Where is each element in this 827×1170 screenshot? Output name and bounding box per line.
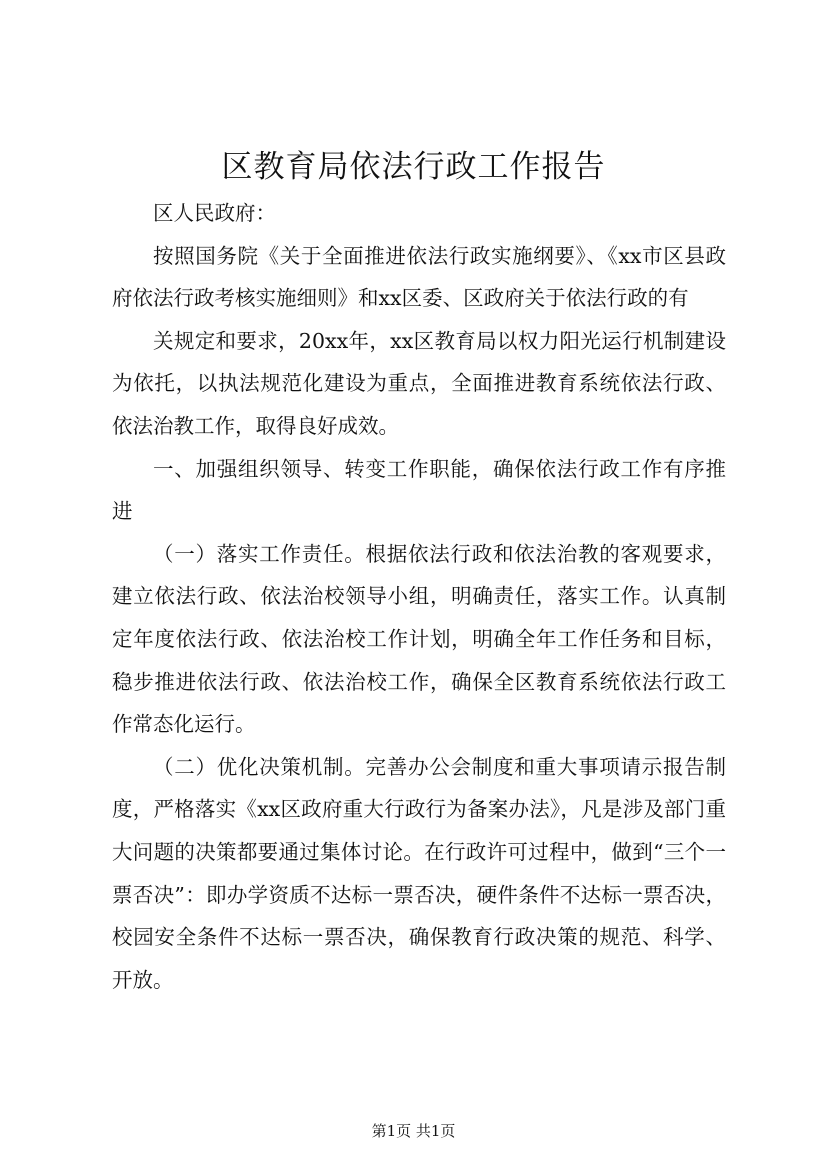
body-paragraph: 按照国务院《关于全面推进依法行政实施纲要》、《xx市区县政府依法行政考核实施细则》和xx区委、区政府关于依法行政的有	[112, 243, 726, 311]
section-heading: 一、加强组织领导、转变工作职能，确保依法行政工作有序推进	[112, 456, 726, 524]
salutation-paragraph: 区人民政府：	[153, 201, 276, 225]
page-footer: 第1页 共1页	[371, 1122, 456, 1140]
body-paragraph: 关规定和要求，20xx年，xx区教育局以权力阳光运行机制建设为依托，以执法规范化建设为重点，全面推进教育系统依法行政、依法治教工作，取得良好成效。	[112, 328, 726, 438]
document-title: 区教育局依法行政工作报告	[221, 149, 606, 185]
body-paragraph: （一）落实工作责任。根据依法行政和依法治教的客观要求，建立依法行政、依法治校领导小组，明确责任，落实工作。认真制定年度依法行政、依法治校工作计划，明确全年工作任务和目标，稳步推进依法行政、依法治校工作，确保全区教育系统依法行政工作常态化运行。	[112, 541, 726, 737]
document-body	[112, 192, 726, 1001]
body-paragraph: （二）优化决策机制。完善办公会制度和重大事项请示报告制度，严格落实《xx区政府重大行政行为备案办法》，凡是涉及部门重大问题的决策都要通过集体讨论。在行政许可过程中，做到“三个一票否决”：即办学资质不达标一票否决，硬件条件不达标一票否决，校园安全条件不达标一票否决，确保教育行政决策的规范、科学、开放。	[112, 754, 726, 992]
